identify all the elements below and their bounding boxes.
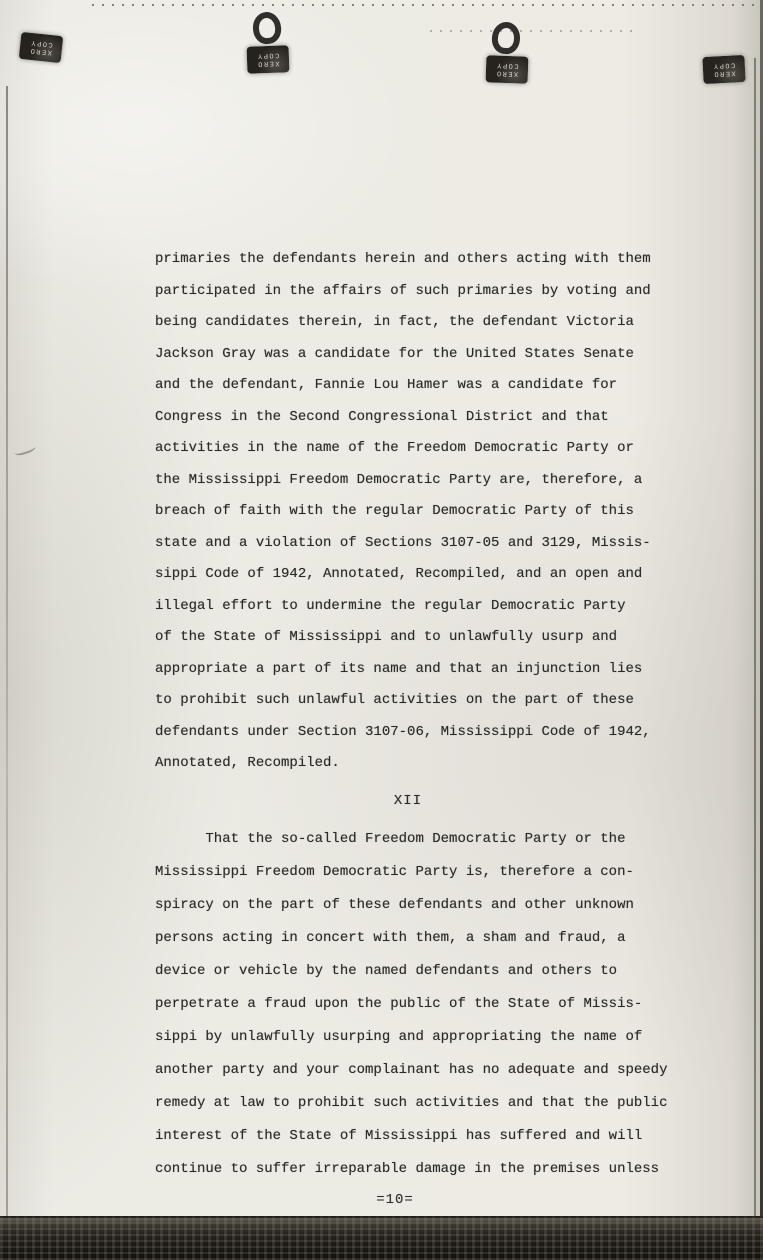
text-line: being candidates therein, in fact, the defendant Victoria [155, 314, 634, 330]
stamp-text-bottom: COPY [256, 51, 280, 60]
text-line: sippi by unlawfully usurping and appropriating the name of [155, 1029, 643, 1045]
text-line: spiracy on the part of these defendants and other unknown [155, 897, 634, 913]
text-line: appropriate a part of its name and that an injunction lies [155, 660, 643, 677]
text-line: activities in the name of the Freedom Democratic Party or [155, 440, 634, 456]
text-line: Annotated, Recompiled. [155, 755, 340, 771]
text-line: device or vehicle by the named defendants and others to [155, 963, 618, 979]
text-line: state and a violation of Sections 3107-05 and 3129, Missis- [155, 534, 651, 551]
paragraph-1 [155, 244, 661, 780]
text-line: sippi Code of 1942, Annotated, Recompiled, and an open and [155, 566, 643, 582]
binder-fastener-icon [251, 11, 282, 46]
text-line: and the defendant, Fannie Lou Hamer was a candidate for [155, 377, 618, 393]
stamp-text-bottom: COPY [712, 60, 736, 71]
text-line: Mississippi Freedom Democratic Party is, therefore a con- [155, 864, 634, 880]
section-heading: XII [393, 792, 423, 809]
scan-edge-left [6, 86, 8, 1218]
text-line: primaries the defendants herein and others acting with them [155, 251, 651, 267]
document-body [155, 244, 668, 1186]
paragraph-2 [155, 823, 668, 1186]
scan-bottom-edge [0, 1216, 763, 1260]
text-line: continue to suffer irreparable damage in the premises unless [155, 1161, 660, 1177]
xero-copy-stamp [19, 32, 64, 63]
text-line: to prohibit such unlawful activities on the part of these [155, 692, 634, 708]
scan-dot-row [430, 30, 640, 32]
stamp-text-top: XERO [712, 68, 736, 79]
binder-fastener-icon [491, 21, 521, 55]
margin-smudge [13, 443, 36, 457]
stamp-text-bottom: COPY [29, 38, 54, 49]
text-line: the Mississippi Freedom Democratic Party are, therefore, a [155, 471, 643, 488]
scan-edge-right [754, 58, 756, 1220]
text-line: defendants under Section 3107-06, Mississippi Code of 1942, [155, 723, 651, 740]
text-line: breach of faith with the regular Democratic Party of this [155, 503, 634, 519]
xero-copy-stamp [486, 55, 529, 83]
text-line: Congress in the Second Congressional District and that [155, 408, 609, 425]
text-line: of the State of Mississippi and to unlawfully usurp and [155, 629, 618, 645]
xero-copy-stamp [247, 45, 290, 73]
text-line: interest of the State of Mississippi has suffered and will [155, 1128, 643, 1144]
stamp-text-top: XERO [495, 69, 519, 78]
text-line: persons acting in concert with them, a sham and fraud, a [155, 930, 626, 946]
text-line: illegal effort to undermine the regular Democratic Party [155, 597, 626, 614]
text-line: participated in the affairs of such primaries by voting and [155, 282, 651, 299]
xero-copy-stamp [702, 55, 745, 84]
stamp-text-top: XERO [28, 46, 53, 57]
text-line: Jackson Gray was a candidate for the United States Senate [155, 345, 634, 362]
text-line: another party and your complainant has no adequate and speedy [155, 1062, 668, 1078]
text-line: That the so-called Freedom Democratic Party or the [155, 831, 626, 847]
text-line: perpetrate a fraud upon the public of the State of Missis- [155, 996, 643, 1012]
text-line: remedy at law to prohibit such activities and that the public [155, 1095, 668, 1111]
stamp-text-top: XERO [256, 59, 280, 68]
scan-dot-row [92, 4, 761, 6]
stamp-text-bottom: COPY [495, 61, 519, 70]
page-number: =10= [376, 1192, 414, 1208]
